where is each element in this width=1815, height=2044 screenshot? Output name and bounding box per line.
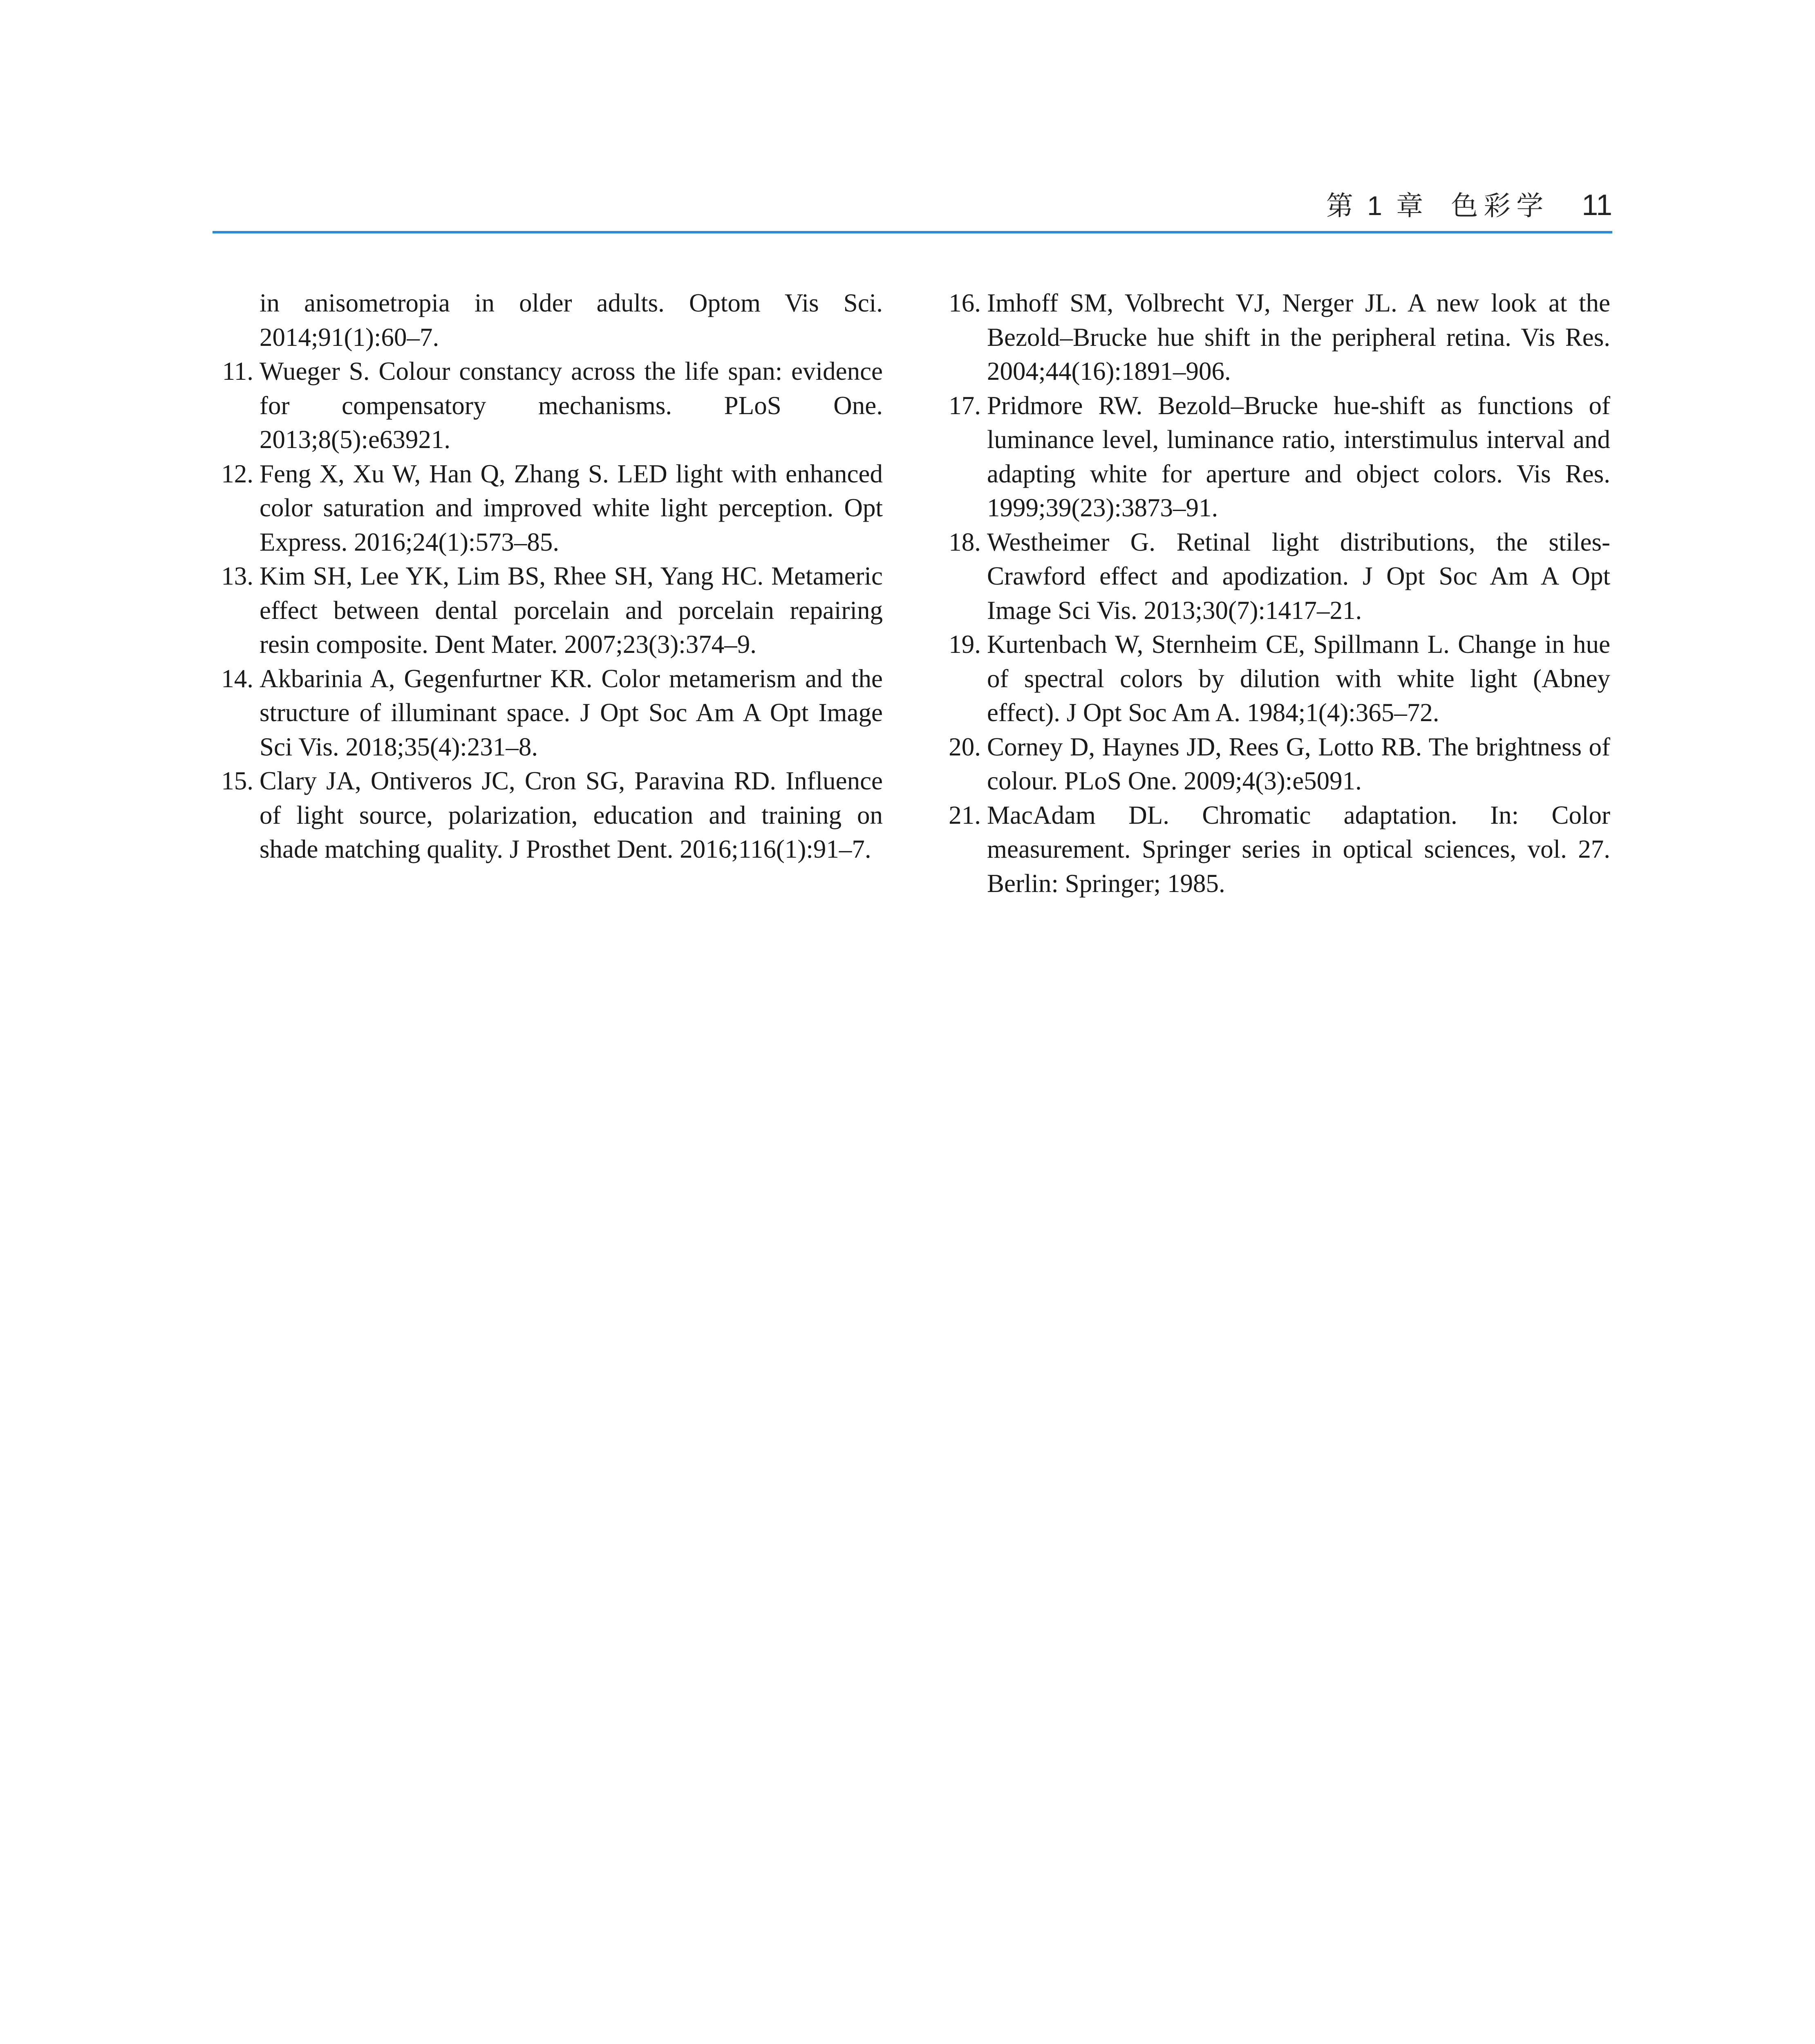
- reference-text: Kurtenbach W, Sternheim CE, Spillmann L. Change in hue of spectral colors by dilution with white light (Abney effect). J Opt Soc Am A. 1984;1(4):365–72.: [987, 630, 1610, 727]
- reference-number: 13.: [221, 562, 253, 590]
- reference-item: [940, 389, 1610, 525]
- reference-item: [213, 764, 883, 867]
- reference-item: [213, 286, 883, 354]
- reference-number: 12.: [221, 459, 253, 488]
- reference-text: Clary JA, Ontiveros JC, Cron SG, Paravina RD. Influence of light source, polarization, education and training on shade matching quality. J Prosthet Dent. 2016;116(1):91–7.: [260, 766, 883, 863]
- references-left-column: [213, 286, 883, 867]
- reference-number: 18.: [949, 527, 981, 556]
- reference-text: Kim SH, Lee YK, Lim BS, Rhee SH, Yang HC. Metameric effect between dental porcelain and porcelain repairing resin composite. Dent Mater. 2007;23(3):374–9.: [260, 562, 883, 659]
- reference-item: [940, 730, 1610, 798]
- reference-item: [213, 457, 883, 560]
- reference-item: [213, 559, 883, 662]
- reference-number: 15.: [221, 766, 253, 795]
- reference-text: Wueger S. Colour constancy across the life span: evidence for compensatory mechanisms. PLoS One. 2013;8(5):e63921.: [260, 357, 883, 454]
- reference-text: Pridmore RW. Bezold–Brucke hue-shift as functions of luminance level, luminance ratio, interstimulus interval and adapting white for aperture and object colors. Vis Res. 1999;39(23):3873–91.: [987, 391, 1610, 522]
- references-right-column: [940, 286, 1610, 901]
- reference-number: 17.: [949, 391, 981, 420]
- reference-number: 11.: [222, 357, 253, 385]
- reference-text: in anisometropia in older adults. Optom Vis Sci. 2014;91(1):60–7.: [260, 289, 883, 352]
- reference-text: Feng X, Xu W, Han Q, Zhang S. LED light with enhanced color saturation and improved white light perception. Opt Express. 2016;24(1):573–85.: [260, 459, 883, 556]
- reference-text: Imhoff SM, Volbrecht VJ, Nerger JL. A new look at the Bezold–Brucke hue shift in the peripheral retina. Vis Res. 2004;44(16):1891–906.: [987, 289, 1610, 385]
- chapter-title: 色彩学: [1451, 191, 1549, 221]
- reference-item: [940, 286, 1610, 389]
- header-rule: [213, 231, 1612, 233]
- reference-text: Corney D, Haynes JD, Rees G, Lotto RB. The brightness of colour. PLoS One. 2009;4(3):e5091.: [987, 732, 1610, 795]
- chapter-label: 第 1 章: [1326, 191, 1427, 221]
- reference-text: Westheimer G. Retinal light distributions, the stiles-Crawford effect and apodization. J Opt Soc Am A Opt Image Sci Vis. 2013;30(7):1417–21.: [987, 527, 1610, 625]
- reference-number: 14.: [221, 664, 253, 693]
- reference-item: [940, 525, 1610, 628]
- reference-number: 20.: [949, 732, 981, 761]
- page-header: [213, 184, 1612, 233]
- reference-item: [213, 662, 883, 764]
- reference-item: [940, 798, 1610, 901]
- reference-text: MacAdam DL. Chromatic adaptation. In: Color measurement. Springer series in optical sciences, vol. 27. Berlin: Springer; 1985.: [987, 800, 1610, 898]
- reference-number: 21.: [949, 800, 981, 829]
- reference-text: Akbarinia A, Gegenfurtner KR. Color metamerism and the structure of illuminant space. J Opt Soc Am A Opt Image Sci Vis. 2018;35(4):231–8.: [260, 664, 883, 761]
- reference-item: [213, 354, 883, 457]
- reference-number: 16.: [949, 289, 981, 317]
- page-number: 11: [1582, 189, 1612, 222]
- running-head: [1326, 184, 1612, 223]
- reference-number: 19.: [949, 630, 981, 659]
- reference-item: [940, 628, 1610, 730]
